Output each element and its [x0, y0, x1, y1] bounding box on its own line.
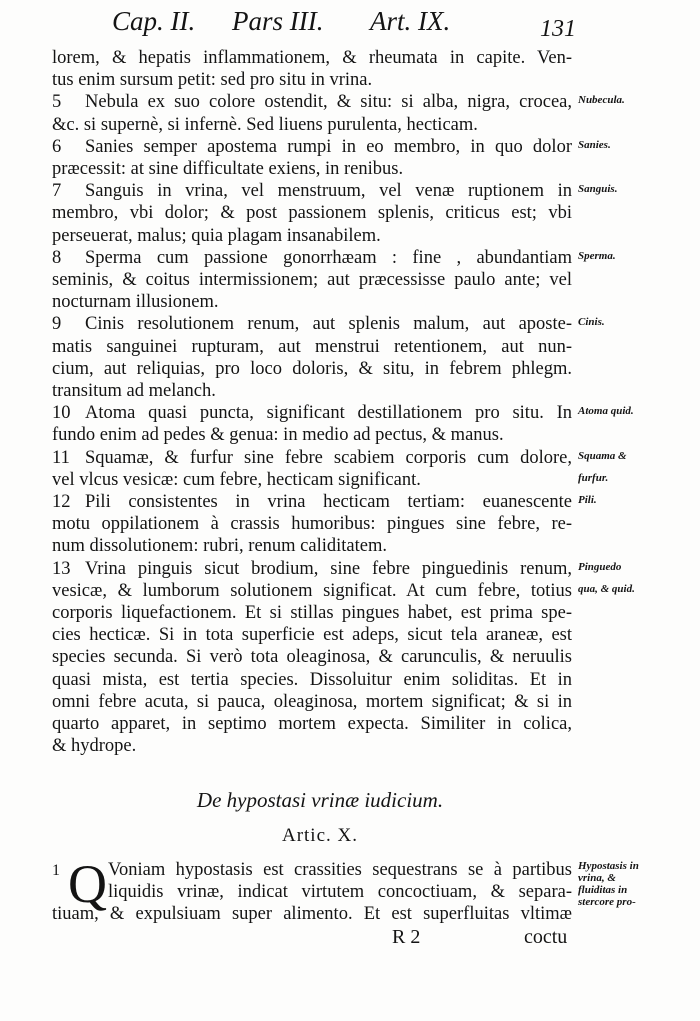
article-x-line: tiuam, & expulsiuam super alimento. Et est superfluitas vltimæ — [52, 904, 572, 924]
text-line — [52, 291, 572, 313]
line-text: corporis liquefactionem. Et si stillas pingues habet, est prima spe- — [52, 603, 572, 623]
text-line — [52, 336, 572, 358]
part-label: Pars III. — [232, 6, 324, 36]
line-text: Vrina pinguis sicut brodium, sine febre pinguedinis renum, — [85, 558, 572, 579]
margin-note: vrina, & — [578, 872, 616, 884]
article-heading: Artic. X. — [281, 825, 358, 846]
text-line — [52, 535, 572, 557]
text-line — [52, 114, 572, 136]
line-text: &c. si supernè, si infernè. Sed liuens purulenta, hecticam. — [52, 114, 478, 135]
text-line — [52, 69, 572, 91]
line-text: tus enim sursum petit: sed pro situ in vrina. — [52, 70, 373, 91]
section-title: De hypostasi vrinæ iudicium. — [196, 788, 444, 812]
margin-note: Hypostasis in — [578, 860, 639, 872]
margin-note: furfur. — [578, 471, 609, 484]
text-line — [52, 158, 572, 180]
line-text: Sanies semper apostema rumpi in eo membro, in quo dolor — [85, 136, 572, 157]
line-text: Squamæ, & furfur sine febre scabiem corporis cum dolore, — [85, 447, 572, 468]
text-line — [52, 469, 572, 491]
line-text: num dissolutionem: rubri, renum caliditatem. — [52, 536, 387, 557]
running-head — [112, 6, 572, 40]
line-text: Cinis resolutionem renum, aut splenis malum, aut aposte- — [85, 314, 572, 335]
text-line — [52, 380, 572, 402]
drop-cap: Q — [68, 854, 107, 914]
line-text: fundo enim ad pedes & genua: in medio ad pectus, & manus. — [52, 425, 504, 446]
line-text: species secunda. Si verò tota oleaginosa, & carunculis, & neruulis — [52, 647, 572, 668]
text-line — [52, 225, 572, 247]
article-label: Art. IX. — [370, 6, 451, 36]
line-text: Nebula ex suo colore ostendit, & situ: si alba, nigra, crocea, — [85, 92, 572, 113]
line-text: seminis, & coitus intermissionem; aut præcessisse paulo ante; vel — [52, 270, 572, 290]
text-line — [52, 180, 572, 202]
paragraph-number: 11 — [52, 447, 70, 468]
article-x-line: liquidis vrinæ, indicat virtutem concoctiuam, & separa- — [108, 882, 572, 902]
text-line — [52, 202, 572, 224]
margin-note: Pinguedo — [578, 560, 622, 573]
line-text: vesicæ, & lumborum solutionem significat. At cum febre, totius — [52, 580, 572, 601]
line-text: cium, aut reliquias, pro loco doloris, & situ, in febrem phlegm. — [52, 358, 572, 379]
margin-note: Squama & — [578, 449, 627, 462]
chapter-label: Cap. II. — [112, 6, 196, 36]
margin-note: Cinis. — [578, 316, 605, 329]
margin-note: Sanguis. — [578, 183, 618, 196]
margin-note: stercore pro- — [578, 896, 636, 908]
text-line — [52, 47, 572, 69]
paragraph-number: 10 — [52, 403, 71, 424]
catchword: coctu — [524, 926, 568, 948]
margin-note: fluiditas in — [578, 884, 628, 896]
line-text: cies hecticæ. Si in tota superficie est adeps, sicut tela araneæ, est — [52, 625, 572, 646]
line-text: Sanguis in vrina, vel menstruum, vel venæ ruptionem in — [85, 181, 572, 202]
text-line — [52, 91, 572, 113]
line-text: nocturnam illusionem. — [52, 292, 219, 313]
line-text: quasi mista, est tertia species. Dissoluitur enim soliditas. Et in — [52, 669, 572, 690]
line-text: matis sanguinei rupturam, aut menstrui retentionem, aut nun- — [52, 336, 572, 357]
article-x-number: 1 — [52, 862, 60, 879]
text-line — [52, 136, 572, 158]
margin-note: Sanies. — [578, 138, 611, 151]
line-text: transitum ad melanch. — [52, 381, 216, 401]
text-line — [52, 313, 572, 335]
article-x-line: Voniam hypostasis est crassities sequestrans se à partibus — [108, 860, 572, 880]
line-text: Sperma cum passione gonorrhæam : fine , abundantiam — [85, 247, 572, 268]
text-line — [52, 602, 572, 624]
line-text: Atoma quasi puncta, significant destillationem pro situ. In — [85, 403, 572, 424]
text-line — [52, 646, 572, 668]
paragraph-number: 12 — [52, 492, 71, 512]
text-line — [52, 424, 572, 446]
line-text: quarto apparet, in septimo mortem expecta. Similiter in colica, — [52, 714, 572, 734]
text-line — [52, 358, 572, 380]
line-text: præcessit: at sine difficultate exiens, in renibus. — [52, 159, 404, 179]
paragraph-number: 7 — [52, 181, 62, 202]
text-line — [52, 713, 572, 735]
line-text: & hydrope. — [52, 736, 137, 757]
margin-note: Atoma quid. — [578, 405, 634, 418]
text-line — [52, 580, 572, 602]
paragraph-number: 8 — [52, 247, 62, 268]
margin-note: Pili. — [578, 494, 597, 506]
paragraph-number: 13 — [52, 558, 71, 579]
line-text: omni febre acuta, si pauca, oleaginosa, mortem significat; & si in — [52, 691, 572, 712]
signature-mark: R 2 — [392, 926, 421, 948]
paragraph-number: 9 — [52, 314, 62, 335]
text-line — [52, 402, 572, 424]
text-line — [52, 624, 572, 646]
text-line — [52, 691, 572, 713]
text-line — [52, 558, 572, 580]
text-line — [52, 513, 572, 535]
margin-note: Sperma. — [578, 249, 616, 262]
text-line — [52, 269, 572, 291]
text-line — [52, 491, 572, 513]
line-text: Pili consistentes in vrina hecticam tertiam: euanescente — [85, 492, 572, 512]
line-text: membro, vbi dolor; & post passionem splenis, criticus est; vbi — [52, 203, 572, 224]
line-text: vel vlcus vesicæ: cum febre, hecticam significant. — [52, 469, 421, 490]
margin-note: Nubecula. — [578, 94, 625, 107]
line-text: lorem, & hepatis inflammationem, & rheumata in capite. Ven- — [52, 48, 572, 68]
paragraph-number: 5 — [52, 92, 62, 113]
text-line — [52, 735, 572, 757]
margin-note: qua, & quid. — [578, 582, 635, 595]
paragraph-number: 6 — [52, 136, 62, 157]
page-number: 131 — [540, 16, 576, 42]
text-line — [52, 247, 572, 269]
line-text: perseuerat, malus; quia plagam insanabilem. — [52, 225, 381, 246]
text-line — [52, 447, 572, 469]
text-line — [52, 669, 572, 691]
line-text: motu oppilationem à crassis humoribus: pingues sine febre, re- — [52, 514, 572, 535]
